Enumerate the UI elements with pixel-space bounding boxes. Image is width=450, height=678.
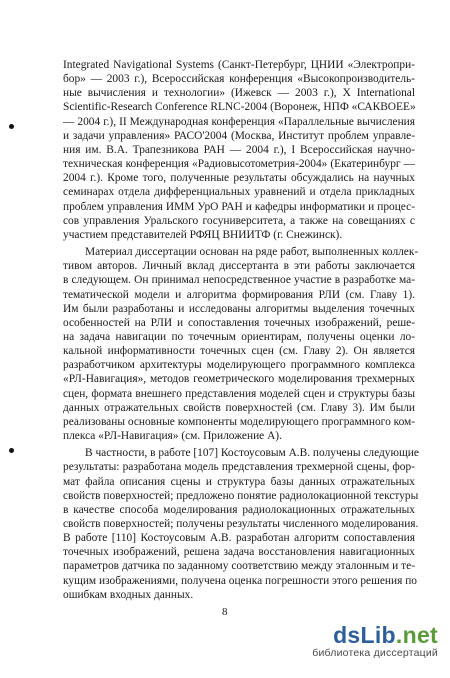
paragraph-2	[63, 245, 419, 443]
text-line: тивом авторов. Личный вклад диссертанта в эти работы заключается	[63, 260, 415, 273]
text-line: ные вычисления и технологии» (Ижевск — 2003 г.), X International	[63, 87, 415, 100]
page-body	[63, 58, 419, 602]
text-line: разработчиком архитектуры моделирующего программного комплекса	[63, 359, 415, 372]
text-line: ния им. В.А. Трапезникова РАН — 2004 г.), I Всероссийская научно-	[63, 143, 415, 156]
text-line: данных отражательных свойств поверхностей (см. Главу 3). Им были	[63, 401, 415, 414]
text-line: плекса «РЛ-Навигация» (см. Приложение А).	[63, 430, 282, 443]
text-line: результаты: разработана модель представления трехмерной сцены, фор-	[63, 461, 415, 474]
text-line: «РЛ-Навигация», методов геометрического моделирования трехмерных	[63, 373, 415, 386]
text-line: Integrated Navigational Systems (Санкт-Петербург, ЦНИИ «Электропри-	[63, 59, 415, 71]
text-line: Им были разработаны и исследованы алгоритмы выделения точечных	[63, 302, 415, 315]
text-line: В частности, в работе [107] Костоусовым А.В. получены следующие	[85, 447, 419, 460]
text-line: свойств поверхностей; получены результаты численного моделирования.	[63, 518, 419, 530]
text-line: в качестве способа моделирования радиолокационных отражательных	[63, 503, 415, 516]
text-line: — 2004 г.), II Международная конференция «Параллельные вычисления	[63, 115, 415, 128]
text-line: Scientific-Research Conference RLNC-2004 (Воронеж, НПФ «САКВОЕЕ»	[63, 101, 416, 114]
text-line: 2004 г.). Кроме того, полученные результаты обсуждались на научных	[63, 172, 415, 185]
text-line: сов управления Уральского госуниверситета, а также на совещаниях с	[63, 214, 415, 227]
text-line: кальной информативности точечных сцен (см. Главу 2). Он является	[63, 345, 415, 358]
watermark-logo-part1: dsLib	[333, 622, 396, 648]
text-line: техническая конференция «Радиовысотометрия-2004» (Екатеринбург —	[63, 158, 415, 171]
text-line: мат файла описания сцены и структура базы данных отражательных	[63, 475, 415, 488]
text-line: семинарах отдела дифференциальных уравнений и отдела прикладных	[63, 186, 415, 199]
watermark-logo	[258, 622, 438, 649]
text-line: точечных изображений, решена задача восстановления навигационных	[63, 546, 415, 559]
paragraph-1	[63, 58, 415, 242]
text-line: проблем управления ИММ УрО РАН и кафедры информатики и процес-	[63, 200, 415, 213]
text-line: свойств поверхностей; предложено понятие радиолокационной текстуры	[63, 489, 419, 502]
text-line: Материал диссертации основан на ряде работ, выполненных коллек-	[85, 246, 419, 259]
text-line: тематической модели и алгоритма формирования РЛИ (см. Главу 1).	[63, 288, 415, 301]
text-line: параметров датчика по заданному соответствию между эталонным и те-	[63, 560, 415, 573]
text-line: реализованы основные компоненты моделирующего программного ком-	[63, 415, 416, 428]
text-line: бор» — 2003 г.), Всероссийская конференция «Высокопроизводитель-	[63, 73, 415, 86]
text-line: в следующем. Он принимал непосредственное участие в разработке ма-	[63, 274, 415, 287]
text-line: на задача навигации по точечным ориентирам, получены оценки ло-	[63, 330, 415, 343]
text-line: и задачи управления» РАСО'2004 (Москва, Институт проблем управле-	[63, 129, 415, 142]
watermark-subtitle: библиотека диссертаций	[312, 647, 438, 659]
watermark-logo-part2: .net	[395, 622, 438, 648]
paragraph-3	[63, 446, 419, 602]
text-line: участием представителей РФЯЦ ВНИИТФ (г. Снежинск).	[63, 228, 343, 241]
text-line: кущим изображениями, получена оценка погрешности этого решения по	[63, 574, 418, 587]
text-line: В работе [110] Костоусовым А.В. разработан алгоритм сопоставления	[63, 532, 415, 545]
text-line: особенностей на РЛИ и сопоставления точечных изображений, реше-	[63, 316, 415, 329]
watermark	[258, 622, 438, 659]
text-line: сцен, формата внешнего представления моделей сцен и структуры базы	[63, 387, 415, 400]
text-line: ошибкам входных данных.	[63, 588, 194, 601]
margin-dot-top	[9, 124, 14, 129]
margin-dot-bottom	[9, 448, 14, 453]
page-number: 8	[222, 606, 228, 618]
